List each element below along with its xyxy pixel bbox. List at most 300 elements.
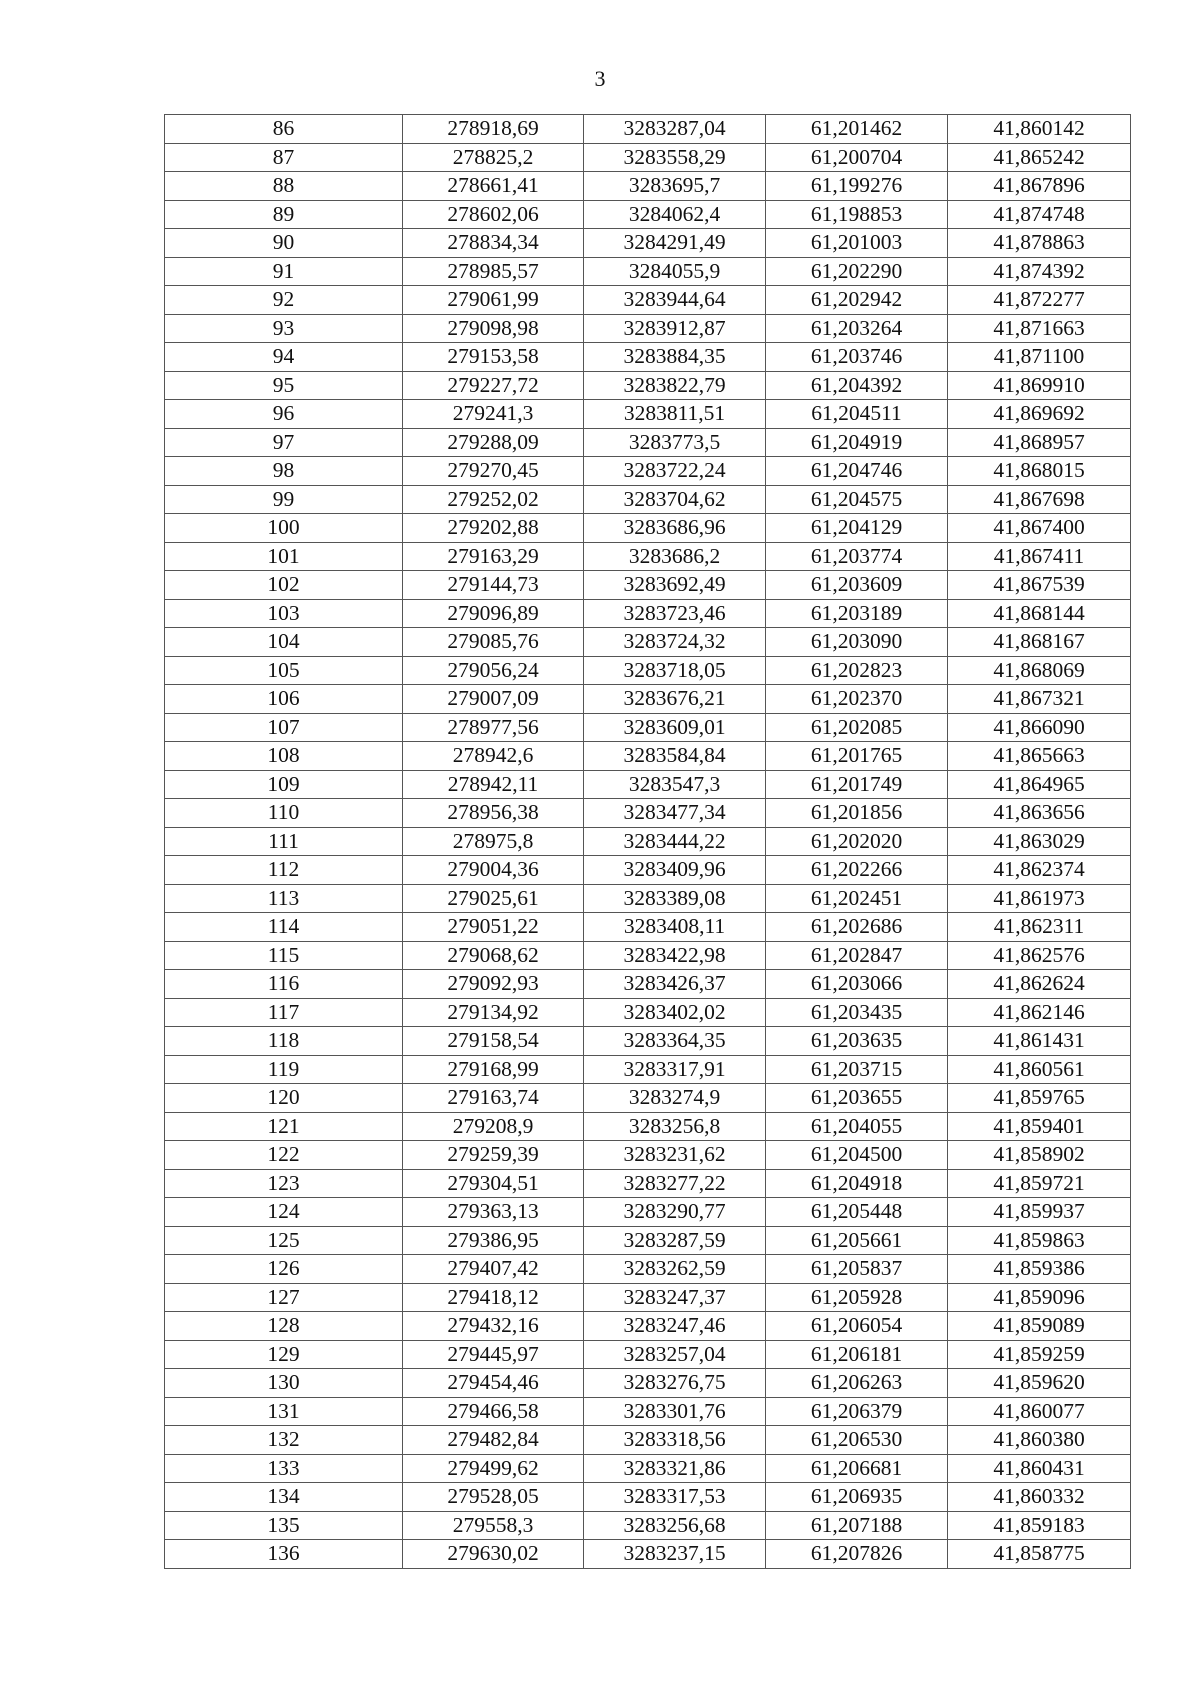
latitude-cell: 61,203715 — [766, 1055, 948, 1084]
y-coordinate-cell: 3283247,37 — [584, 1283, 766, 1312]
longitude-cell: 41,860431 — [948, 1454, 1131, 1483]
x-coordinate-cell: 278975,8 — [403, 827, 584, 856]
x-coordinate-cell: 279085,76 — [403, 628, 584, 657]
table-row — [165, 1084, 1131, 1113]
longitude-cell: 41,862374 — [948, 856, 1131, 885]
x-coordinate-cell: 279208,9 — [403, 1112, 584, 1141]
x-coordinate-cell: 279630,02 — [403, 1540, 584, 1569]
y-coordinate-cell: 3283287,59 — [584, 1226, 766, 1255]
point-number-cell: 88 — [165, 172, 403, 201]
x-coordinate-cell: 279407,42 — [403, 1255, 584, 1284]
longitude-cell: 41,859183 — [948, 1511, 1131, 1540]
longitude-cell: 41,859620 — [948, 1369, 1131, 1398]
latitude-cell: 61,205928 — [766, 1283, 948, 1312]
table-row — [165, 1198, 1131, 1227]
x-coordinate-cell: 279499,62 — [403, 1454, 584, 1483]
longitude-cell: 41,867698 — [948, 485, 1131, 514]
y-coordinate-cell: 3283247,46 — [584, 1312, 766, 1341]
point-number-cell: 121 — [165, 1112, 403, 1141]
point-number-cell: 124 — [165, 1198, 403, 1227]
x-coordinate-cell: 279051,22 — [403, 913, 584, 942]
y-coordinate-cell: 3283422,98 — [584, 941, 766, 970]
longitude-cell: 41,861431 — [948, 1027, 1131, 1056]
y-coordinate-cell: 3283408,11 — [584, 913, 766, 942]
longitude-cell: 41,866090 — [948, 713, 1131, 742]
x-coordinate-cell: 279168,99 — [403, 1055, 584, 1084]
point-number-cell: 122 — [165, 1141, 403, 1170]
point-number-cell: 106 — [165, 685, 403, 714]
latitude-cell: 61,202847 — [766, 941, 948, 970]
x-coordinate-cell: 279202,88 — [403, 514, 584, 543]
y-coordinate-cell: 3283256,8 — [584, 1112, 766, 1141]
y-coordinate-cell: 3283692,49 — [584, 571, 766, 600]
y-coordinate-cell: 3284055,9 — [584, 257, 766, 286]
table-row — [165, 143, 1131, 172]
point-number-cell: 133 — [165, 1454, 403, 1483]
table-row — [165, 200, 1131, 229]
x-coordinate-cell: 278942,11 — [403, 770, 584, 799]
latitude-cell: 61,202266 — [766, 856, 948, 885]
point-number-cell: 128 — [165, 1312, 403, 1341]
table-row — [165, 970, 1131, 999]
y-coordinate-cell: 3283274,9 — [584, 1084, 766, 1113]
latitude-cell: 61,201765 — [766, 742, 948, 771]
x-coordinate-cell: 279454,46 — [403, 1369, 584, 1398]
table-row — [165, 1340, 1131, 1369]
table-row — [165, 371, 1131, 400]
table-row — [165, 884, 1131, 913]
point-number-cell: 93 — [165, 314, 403, 343]
y-coordinate-cell: 3283402,02 — [584, 998, 766, 1027]
table-row — [165, 1426, 1131, 1455]
x-coordinate-cell: 279163,74 — [403, 1084, 584, 1113]
x-coordinate-cell: 279068,62 — [403, 941, 584, 970]
table-row — [165, 656, 1131, 685]
longitude-cell: 41,867321 — [948, 685, 1131, 714]
latitude-cell: 61,202085 — [766, 713, 948, 742]
latitude-cell: 61,204500 — [766, 1141, 948, 1170]
table-row — [165, 742, 1131, 771]
point-number-cell: 91 — [165, 257, 403, 286]
table-row — [165, 1112, 1131, 1141]
table-row — [165, 1055, 1131, 1084]
x-coordinate-cell: 279363,13 — [403, 1198, 584, 1227]
table-row — [165, 172, 1131, 201]
longitude-cell: 41,860077 — [948, 1397, 1131, 1426]
x-coordinate-cell: 279163,29 — [403, 542, 584, 571]
point-number-cell: 99 — [165, 485, 403, 514]
table-row — [165, 115, 1131, 144]
table-row — [165, 343, 1131, 372]
y-coordinate-cell: 3283444,22 — [584, 827, 766, 856]
latitude-cell: 61,203635 — [766, 1027, 948, 1056]
point-number-cell: 129 — [165, 1340, 403, 1369]
longitude-cell: 41,862576 — [948, 941, 1131, 970]
y-coordinate-cell: 3283276,75 — [584, 1369, 766, 1398]
y-coordinate-cell: 3283686,2 — [584, 542, 766, 571]
table-row — [165, 1283, 1131, 1312]
y-coordinate-cell: 3283287,04 — [584, 115, 766, 144]
y-coordinate-cell: 3283724,32 — [584, 628, 766, 657]
y-coordinate-cell: 3283884,35 — [584, 343, 766, 372]
x-coordinate-cell: 278661,41 — [403, 172, 584, 201]
point-number-cell: 87 — [165, 143, 403, 172]
longitude-cell: 41,863029 — [948, 827, 1131, 856]
point-number-cell: 100 — [165, 514, 403, 543]
longitude-cell: 41,865663 — [948, 742, 1131, 771]
table-row — [165, 286, 1131, 315]
latitude-cell: 61,206935 — [766, 1483, 948, 1512]
x-coordinate-cell: 279227,72 — [403, 371, 584, 400]
table-row — [165, 257, 1131, 286]
y-coordinate-cell: 3284062,4 — [584, 200, 766, 229]
table-row — [165, 1027, 1131, 1056]
latitude-cell: 61,198853 — [766, 200, 948, 229]
table-row — [165, 1540, 1131, 1569]
longitude-cell: 41,859765 — [948, 1084, 1131, 1113]
table-row — [165, 685, 1131, 714]
longitude-cell: 41,867400 — [948, 514, 1131, 543]
point-number-cell: 92 — [165, 286, 403, 315]
latitude-cell: 61,203090 — [766, 628, 948, 657]
longitude-cell: 41,871663 — [948, 314, 1131, 343]
y-coordinate-cell: 3283558,29 — [584, 143, 766, 172]
longitude-cell: 41,859863 — [948, 1226, 1131, 1255]
point-number-cell: 130 — [165, 1369, 403, 1398]
longitude-cell: 41,868144 — [948, 599, 1131, 628]
longitude-cell: 41,859386 — [948, 1255, 1131, 1284]
x-coordinate-cell: 279144,73 — [403, 571, 584, 600]
table-row — [165, 1312, 1131, 1341]
point-number-cell: 89 — [165, 200, 403, 229]
point-number-cell: 113 — [165, 884, 403, 913]
longitude-cell: 41,860332 — [948, 1483, 1131, 1512]
longitude-cell: 41,868069 — [948, 656, 1131, 685]
y-coordinate-cell: 3283409,96 — [584, 856, 766, 885]
point-number-cell: 123 — [165, 1169, 403, 1198]
point-number-cell: 118 — [165, 1027, 403, 1056]
longitude-cell: 41,859401 — [948, 1112, 1131, 1141]
latitude-cell: 61,202290 — [766, 257, 948, 286]
longitude-cell: 41,868015 — [948, 457, 1131, 486]
latitude-cell: 61,204746 — [766, 457, 948, 486]
point-number-cell: 116 — [165, 970, 403, 999]
latitude-cell: 61,207188 — [766, 1511, 948, 1540]
y-coordinate-cell: 3283231,62 — [584, 1141, 766, 1170]
y-coordinate-cell: 3283822,79 — [584, 371, 766, 400]
point-number-cell: 102 — [165, 571, 403, 600]
point-number-cell: 103 — [165, 599, 403, 628]
table-row — [165, 1454, 1131, 1483]
x-coordinate-cell: 278977,56 — [403, 713, 584, 742]
x-coordinate-cell: 279288,09 — [403, 428, 584, 457]
point-number-cell: 97 — [165, 428, 403, 457]
latitude-cell: 61,205448 — [766, 1198, 948, 1227]
latitude-cell: 61,200704 — [766, 143, 948, 172]
longitude-cell: 41,862146 — [948, 998, 1131, 1027]
y-coordinate-cell: 3283944,64 — [584, 286, 766, 315]
table-row — [165, 428, 1131, 457]
latitude-cell: 61,206263 — [766, 1369, 948, 1398]
latitude-cell: 61,206681 — [766, 1454, 948, 1483]
point-number-cell: 86 — [165, 115, 403, 144]
table-row — [165, 770, 1131, 799]
longitude-cell: 41,872277 — [948, 286, 1131, 315]
latitude-cell: 61,203066 — [766, 970, 948, 999]
latitude-cell: 61,203189 — [766, 599, 948, 628]
longitude-cell: 41,862311 — [948, 913, 1131, 942]
latitude-cell: 61,206379 — [766, 1397, 948, 1426]
longitude-cell: 41,859259 — [948, 1340, 1131, 1369]
point-number-cell: 110 — [165, 799, 403, 828]
longitude-cell: 41,867539 — [948, 571, 1131, 600]
y-coordinate-cell: 3283704,62 — [584, 485, 766, 514]
latitude-cell: 61,202451 — [766, 884, 948, 913]
point-number-cell: 115 — [165, 941, 403, 970]
point-number-cell: 101 — [165, 542, 403, 571]
latitude-cell: 61,204511 — [766, 400, 948, 429]
latitude-cell: 61,204919 — [766, 428, 948, 457]
point-number-cell: 107 — [165, 713, 403, 742]
longitude-cell: 41,861973 — [948, 884, 1131, 913]
point-number-cell: 105 — [165, 656, 403, 685]
point-number-cell: 114 — [165, 913, 403, 942]
y-coordinate-cell: 3283477,34 — [584, 799, 766, 828]
y-coordinate-cell: 3283389,08 — [584, 884, 766, 913]
x-coordinate-cell: 279445,97 — [403, 1340, 584, 1369]
latitude-cell: 61,202370 — [766, 685, 948, 714]
x-coordinate-cell: 279259,39 — [403, 1141, 584, 1170]
table-row — [165, 571, 1131, 600]
y-coordinate-cell: 3283262,59 — [584, 1255, 766, 1284]
latitude-cell: 61,204055 — [766, 1112, 948, 1141]
x-coordinate-cell: 279270,45 — [403, 457, 584, 486]
longitude-cell: 41,865242 — [948, 143, 1131, 172]
x-coordinate-cell: 279558,3 — [403, 1511, 584, 1540]
y-coordinate-cell: 3283723,46 — [584, 599, 766, 628]
y-coordinate-cell: 3283317,91 — [584, 1055, 766, 1084]
point-number-cell: 104 — [165, 628, 403, 657]
table-row — [165, 856, 1131, 885]
x-coordinate-cell: 278985,57 — [403, 257, 584, 286]
table-row — [165, 1141, 1131, 1170]
table-row — [165, 1226, 1131, 1255]
longitude-cell: 41,867896 — [948, 172, 1131, 201]
table-row — [165, 998, 1131, 1027]
table-row — [165, 599, 1131, 628]
longitude-cell: 41,859937 — [948, 1198, 1131, 1227]
y-coordinate-cell: 3283547,3 — [584, 770, 766, 799]
y-coordinate-cell: 3283257,04 — [584, 1340, 766, 1369]
latitude-cell: 61,203746 — [766, 343, 948, 372]
longitude-cell: 41,864965 — [948, 770, 1131, 799]
table-row — [165, 628, 1131, 657]
table-row — [165, 1169, 1131, 1198]
longitude-cell: 41,860142 — [948, 115, 1131, 144]
latitude-cell: 61,203435 — [766, 998, 948, 1027]
latitude-cell: 61,205661 — [766, 1226, 948, 1255]
longitude-cell: 41,858775 — [948, 1540, 1131, 1569]
y-coordinate-cell: 3283686,96 — [584, 514, 766, 543]
page-number: 3 — [594, 66, 606, 91]
longitude-cell: 41,871100 — [948, 343, 1131, 372]
y-coordinate-cell: 3284291,49 — [584, 229, 766, 258]
table-row — [165, 941, 1131, 970]
point-number-cell: 120 — [165, 1084, 403, 1113]
x-coordinate-cell: 278602,06 — [403, 200, 584, 229]
x-coordinate-cell: 279304,51 — [403, 1169, 584, 1198]
x-coordinate-cell: 278825,2 — [403, 143, 584, 172]
table-row — [165, 1255, 1131, 1284]
table-row — [165, 1369, 1131, 1398]
y-coordinate-cell: 3283237,15 — [584, 1540, 766, 1569]
y-coordinate-cell: 3283584,84 — [584, 742, 766, 771]
latitude-cell: 61,206054 — [766, 1312, 948, 1341]
latitude-cell: 61,206181 — [766, 1340, 948, 1369]
point-number-cell: 98 — [165, 457, 403, 486]
y-coordinate-cell: 3283811,51 — [584, 400, 766, 429]
x-coordinate-cell: 278956,38 — [403, 799, 584, 828]
coordinates-table-body — [165, 115, 1131, 1569]
y-coordinate-cell: 3283321,86 — [584, 1454, 766, 1483]
point-number-cell: 125 — [165, 1226, 403, 1255]
point-number-cell: 111 — [165, 827, 403, 856]
x-coordinate-cell: 278834,34 — [403, 229, 584, 258]
point-number-cell: 109 — [165, 770, 403, 799]
x-coordinate-cell: 279482,84 — [403, 1426, 584, 1455]
latitude-cell: 61,203609 — [766, 571, 948, 600]
longitude-cell: 41,862624 — [948, 970, 1131, 999]
point-number-cell: 127 — [165, 1283, 403, 1312]
longitude-cell: 41,868957 — [948, 428, 1131, 457]
longitude-cell: 41,868167 — [948, 628, 1131, 657]
longitude-cell: 41,860380 — [948, 1426, 1131, 1455]
x-coordinate-cell: 279004,36 — [403, 856, 584, 885]
latitude-cell: 61,203774 — [766, 542, 948, 571]
point-number-cell: 126 — [165, 1255, 403, 1284]
table-row — [165, 457, 1131, 486]
y-coordinate-cell: 3283695,7 — [584, 172, 766, 201]
y-coordinate-cell: 3283426,37 — [584, 970, 766, 999]
table-row — [165, 542, 1131, 571]
y-coordinate-cell: 3283256,68 — [584, 1511, 766, 1540]
y-coordinate-cell: 3283773,5 — [584, 428, 766, 457]
point-number-cell: 96 — [165, 400, 403, 429]
x-coordinate-cell: 278942,6 — [403, 742, 584, 771]
latitude-cell: 61,203264 — [766, 314, 948, 343]
latitude-cell: 61,204392 — [766, 371, 948, 400]
latitude-cell: 61,203655 — [766, 1084, 948, 1113]
latitude-cell: 61,202823 — [766, 656, 948, 685]
longitude-cell: 41,874392 — [948, 257, 1131, 286]
x-coordinate-cell: 279098,98 — [403, 314, 584, 343]
x-coordinate-cell: 279025,61 — [403, 884, 584, 913]
latitude-cell: 61,202942 — [766, 286, 948, 315]
y-coordinate-cell: 3283718,05 — [584, 656, 766, 685]
longitude-cell: 41,859089 — [948, 1312, 1131, 1341]
y-coordinate-cell: 3283364,35 — [584, 1027, 766, 1056]
y-coordinate-cell: 3283609,01 — [584, 713, 766, 742]
x-coordinate-cell: 278918,69 — [403, 115, 584, 144]
table-row — [165, 713, 1131, 742]
table-row — [165, 514, 1131, 543]
x-coordinate-cell: 279096,89 — [403, 599, 584, 628]
x-coordinate-cell: 279241,3 — [403, 400, 584, 429]
longitude-cell: 41,867411 — [948, 542, 1131, 571]
longitude-cell: 41,874748 — [948, 200, 1131, 229]
x-coordinate-cell: 279134,92 — [403, 998, 584, 1027]
point-number-cell: 95 — [165, 371, 403, 400]
point-number-cell: 119 — [165, 1055, 403, 1084]
y-coordinate-cell: 3283301,76 — [584, 1397, 766, 1426]
point-number-cell: 112 — [165, 856, 403, 885]
point-number-cell: 131 — [165, 1397, 403, 1426]
latitude-cell: 61,202020 — [766, 827, 948, 856]
table-row — [165, 827, 1131, 856]
table-row — [165, 400, 1131, 429]
x-coordinate-cell: 279007,09 — [403, 685, 584, 714]
x-coordinate-cell: 279061,99 — [403, 286, 584, 315]
x-coordinate-cell: 279466,58 — [403, 1397, 584, 1426]
point-number-cell: 117 — [165, 998, 403, 1027]
point-number-cell: 134 — [165, 1483, 403, 1512]
x-coordinate-cell: 279386,95 — [403, 1226, 584, 1255]
longitude-cell: 41,863656 — [948, 799, 1131, 828]
point-number-cell: 136 — [165, 1540, 403, 1569]
table-row — [165, 1483, 1131, 1512]
longitude-cell: 41,859096 — [948, 1283, 1131, 1312]
x-coordinate-cell: 279153,58 — [403, 343, 584, 372]
longitude-cell: 41,869692 — [948, 400, 1131, 429]
table-row — [165, 229, 1131, 258]
longitude-cell: 41,869910 — [948, 371, 1131, 400]
y-coordinate-cell: 3283912,87 — [584, 314, 766, 343]
x-coordinate-cell: 279252,02 — [403, 485, 584, 514]
table-row — [165, 1511, 1131, 1540]
point-number-cell: 90 — [165, 229, 403, 258]
latitude-cell: 61,201749 — [766, 770, 948, 799]
latitude-cell: 61,204918 — [766, 1169, 948, 1198]
x-coordinate-cell: 279418,12 — [403, 1283, 584, 1312]
table-row — [165, 314, 1131, 343]
x-coordinate-cell: 279056,24 — [403, 656, 584, 685]
table-row — [165, 1397, 1131, 1426]
y-coordinate-cell: 3283318,56 — [584, 1426, 766, 1455]
table-row — [165, 485, 1131, 514]
y-coordinate-cell: 3283676,21 — [584, 685, 766, 714]
table-row — [165, 913, 1131, 942]
point-number-cell: 94 — [165, 343, 403, 372]
latitude-cell: 61,204129 — [766, 514, 948, 543]
longitude-cell: 41,859721 — [948, 1169, 1131, 1198]
latitude-cell: 61,201856 — [766, 799, 948, 828]
point-number-cell: 135 — [165, 1511, 403, 1540]
x-coordinate-cell: 279528,05 — [403, 1483, 584, 1512]
latitude-cell: 61,206530 — [766, 1426, 948, 1455]
longitude-cell: 41,878863 — [948, 229, 1131, 258]
x-coordinate-cell: 279158,54 — [403, 1027, 584, 1056]
latitude-cell: 61,199276 — [766, 172, 948, 201]
table-row — [165, 799, 1131, 828]
latitude-cell: 61,204575 — [766, 485, 948, 514]
latitude-cell: 61,205837 — [766, 1255, 948, 1284]
x-coordinate-cell: 279432,16 — [403, 1312, 584, 1341]
x-coordinate-cell: 279092,93 — [403, 970, 584, 999]
longitude-cell: 41,860561 — [948, 1055, 1131, 1084]
y-coordinate-cell: 3283290,77 — [584, 1198, 766, 1227]
latitude-cell: 61,202686 — [766, 913, 948, 942]
y-coordinate-cell: 3283317,53 — [584, 1483, 766, 1512]
